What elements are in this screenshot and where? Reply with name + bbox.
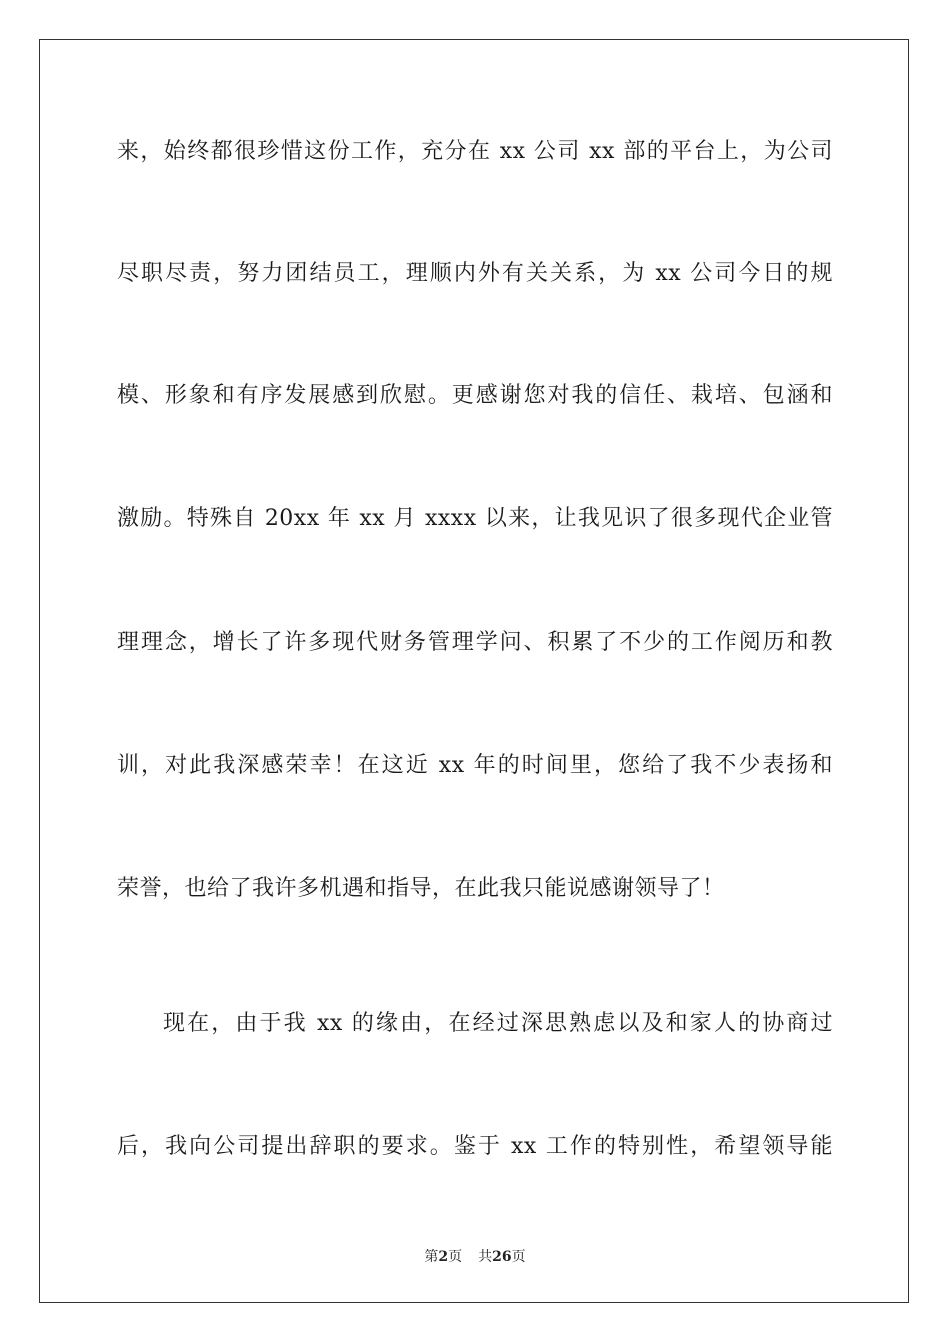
footer-total-pages: 26 xyxy=(492,1249,512,1265)
body-text-line: 荣誉，也给了我许多机遇和指导，在此我只能说感谢领导了！ xyxy=(117,876,725,901)
footer-page-number: 2 xyxy=(438,1249,449,1265)
footer-total-prefix: 共 xyxy=(478,1249,493,1265)
footer-total-suffix: 页 xyxy=(511,1249,526,1265)
body-text-line: 训，对此我深感荣幸！在这近 xx 年的时间里，您给了我不少表扬和 xyxy=(117,753,833,778)
body-text-line: 尽职尽责，努力团结员工，理顺内外有关关系，为 xx 公司今日的规 xyxy=(117,261,833,286)
page-footer xyxy=(0,1247,950,1267)
footer-page-suffix: 页 xyxy=(448,1249,463,1265)
footer-page-prefix: 第 xyxy=(424,1249,439,1265)
body-text-line: 模、形象和有序发展感到欣慰。更感谢您对我的信任、栽培、包涵和 xyxy=(117,383,833,408)
body-text-line: 理理念，增长了许多现代财务管理学问、积累了不少的工作阅历和教 xyxy=(117,630,833,655)
paragraph-first-line: 现在，由于我 xx 的缘由，在经过深思熟虑以及和家人的协商过 xyxy=(163,1011,833,1036)
page-border xyxy=(39,39,909,1303)
body-text-line: 来，始终都很珍惜这份工作，充分在 xx 公司 xx 部的平台上，为公司 xyxy=(117,139,833,164)
body-text-line: 激励。特殊自 20xx 年 xx 月 xxxx 以来，让我见识了很多现代企业管 xyxy=(117,506,833,531)
body-text-line: 后，我向公司提出辞职的要求。鉴于 xx 工作的特别性，希望领导能 xyxy=(117,1134,833,1159)
